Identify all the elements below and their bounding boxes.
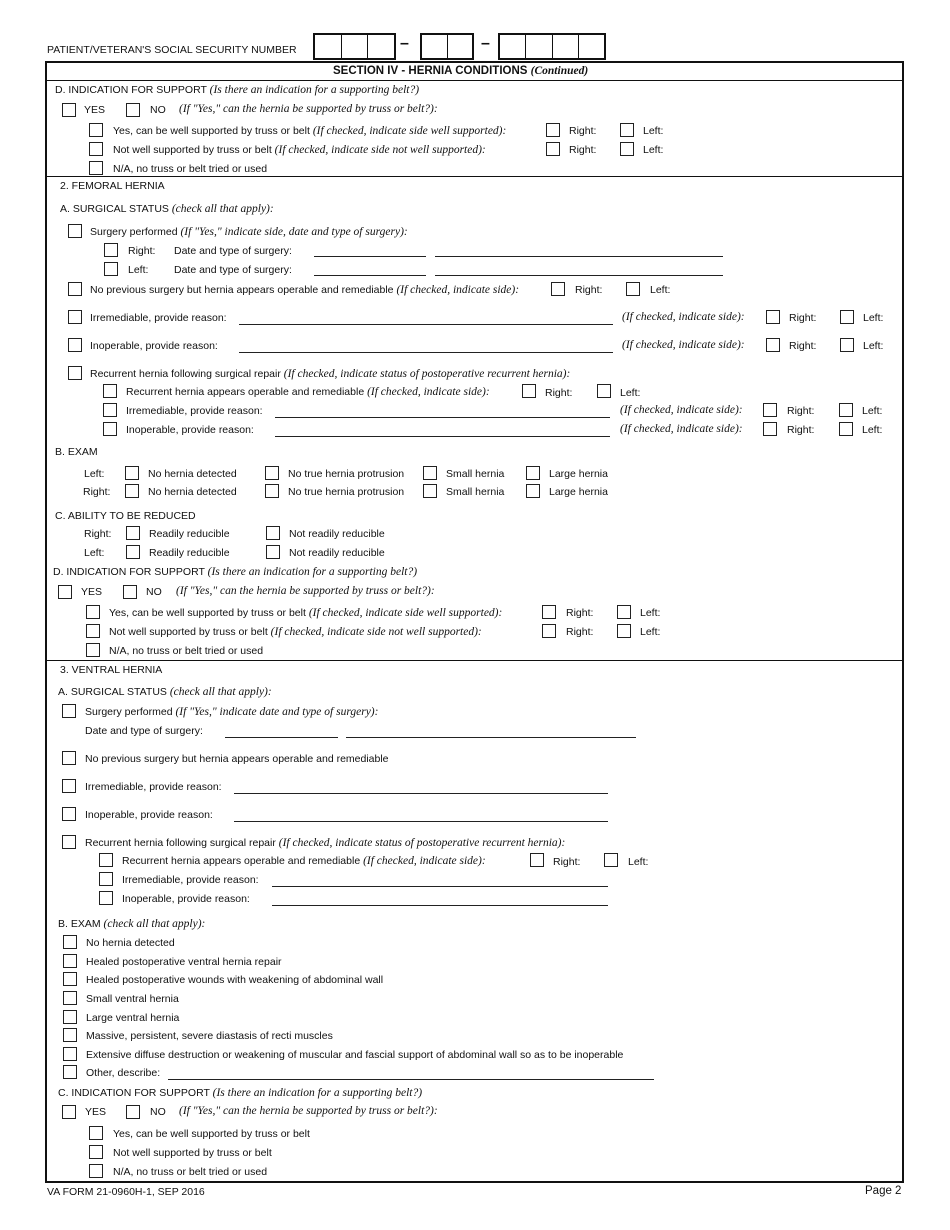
right-label: Right: [569, 144, 597, 156]
truss-question: (If "Yes," can the hernia be supported by truss or belt?): [179, 103, 438, 115]
right-label: Right: [566, 607, 594, 619]
small-hernia-label: Small hernia [446, 468, 505, 480]
femoral-exam-title: B. EXAM [55, 446, 98, 458]
inoperable-checkbox[interactable] [62, 807, 76, 821]
left-checkbox[interactable] [840, 338, 854, 352]
recurrent-inoperable-checkbox[interactable] [99, 891, 113, 905]
irremediable-reason-field[interactable] [234, 793, 608, 794]
ssn-dash: – [481, 35, 490, 52]
left-checkbox[interactable] [617, 605, 631, 619]
right-checkbox[interactable] [766, 310, 780, 324]
right-label: Right: [83, 486, 111, 498]
na-truss-label: N/A, no truss or belt tried or used [113, 163, 268, 175]
ssn-field-1[interactable] [313, 33, 396, 60]
inoperable-checkbox[interactable] [68, 338, 82, 352]
well-supported-label: Yes, can be well supported by truss or belt (If checked, indicate side well supported): [109, 607, 503, 619]
well-supported-checkbox[interactable] [89, 1126, 103, 1140]
left-label: Left: [862, 405, 883, 417]
large-hernia-label: Large hernia [549, 486, 608, 498]
right-label: Right: [789, 312, 817, 324]
left-label: Left: [84, 547, 105, 559]
na-truss-checkbox[interactable] [89, 1164, 103, 1178]
well-supported-label: Yes, can be well supported by truss or belt (If checked, indicate side well supported): [113, 125, 507, 137]
right-checkbox[interactable] [546, 142, 560, 156]
na-truss-checkbox[interactable] [89, 161, 103, 175]
well-supported-checkbox[interactable] [86, 605, 100, 619]
exam-option-checkbox[interactable] [63, 1047, 77, 1061]
exam-other-label: Other, describe: [86, 1067, 161, 1079]
left-checkbox[interactable] [620, 123, 634, 137]
yes-label: YES [84, 104, 106, 116]
right-checkbox[interactable] [522, 384, 536, 398]
no-hernia-label: No hernia detected [148, 486, 237, 498]
not-well-supported-checkbox[interactable] [89, 1145, 103, 1159]
left-label: Left: [128, 264, 149, 276]
right-label: Right: [787, 424, 815, 436]
left-label: Left: [84, 468, 105, 480]
left-checkbox[interactable] [620, 142, 634, 156]
exam-option-checkbox[interactable] [63, 1028, 77, 1042]
no-hernia-checkbox[interactable] [125, 484, 139, 498]
section-title: SECTION IV - HERNIA CONDITIONS (Continued) [333, 65, 589, 77]
not-readily-reducible-checkbox[interactable] [266, 526, 280, 540]
exam-option-label: Small ventral hernia [86, 993, 179, 1005]
recurrent-operable-checkbox[interactable] [103, 384, 117, 398]
indication-title: D. INDICATION FOR SUPPORT (Is there an indication for a supporting belt?) [55, 84, 420, 96]
left-checkbox[interactable] [840, 310, 854, 324]
no-hernia-checkbox[interactable] [125, 466, 139, 480]
date-type-label: Date and type of surgery: [85, 725, 203, 737]
exam-option-checkbox[interactable] [63, 991, 77, 1005]
inoperable-reason-field[interactable] [272, 905, 608, 906]
not-well-supported-checkbox[interactable] [89, 142, 103, 156]
well-supported-checkbox[interactable] [89, 123, 103, 137]
divider [45, 176, 904, 177]
no-label: NO [150, 104, 166, 116]
not-readily-reducible-label: Not readily reducible [289, 547, 385, 559]
small-hernia-checkbox[interactable] [423, 466, 437, 480]
readily-reducible-label: Readily reducible [149, 547, 230, 559]
surgery-type-field[interactable] [435, 275, 723, 276]
recurrent-operable-label: Recurrent hernia appears operable and remediable (If checked, indicate side): [126, 386, 490, 398]
left-label: Left: [628, 856, 649, 868]
indicate-side-note: (If checked, indicate side): [622, 311, 745, 323]
yes-checkbox[interactable] [58, 585, 72, 599]
left-label: Left: [640, 607, 661, 619]
no-checkbox[interactable] [126, 103, 140, 117]
right-checkbox[interactable] [763, 403, 777, 417]
irremediable-reason-field[interactable] [275, 417, 610, 418]
no-previous-surgery-checkbox[interactable] [68, 282, 82, 296]
date-field[interactable] [314, 256, 426, 257]
exam-option-checkbox[interactable] [63, 972, 77, 986]
right-label: Right: [569, 125, 597, 137]
exam-option-checkbox[interactable] [63, 1010, 77, 1024]
exam-other-checkbox[interactable] [63, 1065, 77, 1079]
irremediable-reason-field[interactable] [272, 886, 608, 887]
right-label: Right: [545, 387, 573, 399]
recurrent-operable-checkbox[interactable] [99, 853, 113, 867]
no-checkbox[interactable] [123, 585, 137, 599]
no-previous-surgery-label: No previous surgery but hernia appears operable and remediable (If checked, indicate side): [90, 284, 520, 296]
exam-option-label: Large ventral hernia [86, 1012, 180, 1024]
exam-option-label: Extensive diffuse destruction or weakening of muscular and fascial support of abdominal wall so as to be inoperable [86, 1049, 624, 1061]
left-checkbox[interactable] [617, 624, 631, 638]
yes-checkbox[interactable] [62, 1105, 76, 1119]
page-number: Page 2 [865, 1185, 902, 1197]
not-well-supported-label: Not well supported by truss or belt [113, 1147, 272, 1159]
other-describe-field[interactable] [168, 1079, 654, 1080]
na-truss-label: N/A, no truss or belt tried or used [113, 1166, 268, 1178]
irremediable-reason-field[interactable] [239, 324, 613, 325]
no-true-protrusion-label: No true hernia protrusion [288, 486, 405, 498]
indication-title: D. INDICATION FOR SUPPORT (Is there an indication for a supporting belt?) [53, 566, 418, 578]
left-checkbox[interactable] [604, 853, 618, 867]
divider [45, 80, 904, 81]
indicate-side-note: (If checked, indicate side): [622, 339, 745, 351]
exam-option-checkbox[interactable] [63, 935, 77, 949]
right-checkbox[interactable] [542, 605, 556, 619]
inoperable-label: Inoperable, provide reason: [122, 893, 250, 905]
surgery-performed-label: Surgery performed (If "Yes," indicate side, date and type of surgery): [90, 226, 408, 238]
left-label: Left: [640, 626, 661, 638]
large-hernia-label: Large hernia [549, 468, 608, 480]
exam-option-label: Healed postoperative ventral hernia repair [86, 956, 282, 968]
recurrent-irremediable-checkbox[interactable] [99, 872, 113, 886]
ability-reduced-title: C. ABILITY TO BE REDUCED [55, 510, 196, 522]
right-checkbox[interactable] [530, 853, 544, 867]
truss-question: (If "Yes," can the hernia be supported by truss or belt?): [176, 585, 435, 597]
right-checkbox[interactable] [104, 243, 118, 257]
small-hernia-label: Small hernia [446, 486, 505, 498]
surgery-performed-checkbox[interactable] [62, 704, 76, 718]
ssn-dash: – [400, 35, 409, 52]
right-label: Right: [789, 340, 817, 352]
small-hernia-checkbox[interactable] [423, 484, 437, 498]
na-truss-label: N/A, no truss or belt tried or used [109, 645, 264, 657]
ssn-field-2[interactable] [420, 33, 474, 60]
right-checkbox[interactable] [542, 624, 556, 638]
surgery-performed-label: Surgery performed (If "Yes," indicate date and type of surgery): [85, 706, 379, 718]
right-label: Right: [787, 405, 815, 417]
na-truss-checkbox[interactable] [86, 643, 100, 657]
left-label: Left: [643, 125, 664, 137]
recurrent-inoperable-checkbox[interactable] [103, 422, 117, 436]
large-hernia-checkbox[interactable] [526, 484, 540, 498]
right-label: Right: [575, 284, 603, 296]
date-type-label: Date and type of surgery: [174, 264, 292, 276]
ssn-label: PATIENT/VETERAN'S SOCIAL SECURITY NUMBER [47, 44, 297, 56]
inoperable-label: Inoperable, provide reason: [126, 424, 254, 436]
left-label: Left: [643, 144, 664, 156]
no-label: NO [146, 586, 162, 598]
not-well-supported-label: Not well supported by truss or belt (If checked, indicate side not well supported): [109, 626, 482, 638]
inoperable-label: Inoperable, provide reason: [90, 340, 218, 352]
readily-reducible-label: Readily reducible [149, 528, 230, 540]
irremediable-label: Irremediable, provide reason: [126, 405, 263, 417]
surgery-type-field[interactable] [346, 737, 636, 738]
no-checkbox[interactable] [126, 1105, 140, 1119]
not-readily-reducible-label: Not readily reducible [289, 528, 385, 540]
left-checkbox[interactable] [626, 282, 640, 296]
recurrent-operable-label: Recurrent hernia appears operable and remediable (If checked, indicate side): [122, 855, 486, 867]
left-label: Left: [863, 340, 884, 352]
well-supported-label: Yes, can be well supported by truss or belt [113, 1128, 310, 1140]
left-checkbox[interactable] [839, 422, 853, 436]
irremediable-label: Irremediable, provide reason: [122, 874, 259, 886]
no-previous-surgery-checkbox[interactable] [62, 751, 76, 765]
irremediable-checkbox[interactable] [62, 779, 76, 793]
left-label: Left: [650, 284, 671, 296]
ventral-exam-title: B. EXAM (check all that apply): [58, 918, 206, 930]
recurrent-hernia-label: Recurrent hernia following surgical repair (If checked, indicate status of postoperative recurrent hernia): [85, 837, 566, 849]
femoral-title: 2. FEMORAL HERNIA [60, 180, 165, 192]
ssn-field-3[interactable] [498, 33, 606, 60]
yes-label: YES [85, 1106, 107, 1118]
right-checkbox[interactable] [546, 123, 560, 137]
right-label: Right: [553, 856, 581, 868]
exam-option-checkbox[interactable] [63, 954, 77, 968]
recurrent-hernia-label: Recurrent hernia following surgical repair (If checked, indicate status of postoperative recurrent hernia): [90, 368, 571, 380]
no-true-protrusion-checkbox[interactable] [265, 466, 279, 480]
recurrent-hernia-checkbox[interactable] [68, 366, 82, 380]
inoperable-label: Inoperable, provide reason: [85, 809, 213, 821]
ventral-surgical-status-title: A. SURGICAL STATUS (check all that apply): [58, 686, 272, 698]
irremediable-label: Irremediable, provide reason: [90, 312, 227, 324]
no-true-protrusion-checkbox[interactable] [265, 484, 279, 498]
exam-option-label: Healed postoperative wounds with weakening of abdominal wall [86, 974, 384, 986]
indicate-side-note: (If checked, indicate side): [620, 423, 743, 435]
not-readily-reducible-checkbox[interactable] [266, 545, 280, 559]
recurrent-irremediable-checkbox[interactable] [103, 403, 117, 417]
inoperable-reason-field[interactable] [275, 436, 610, 437]
right-label: Right: [566, 626, 594, 638]
right-checkbox[interactable] [551, 282, 565, 296]
no-hernia-label: No hernia detected [148, 468, 237, 480]
right-checkbox[interactable] [766, 338, 780, 352]
date-field[interactable] [314, 275, 426, 276]
exam-option-label: Massive, persistent, severe diastasis of recti muscles [86, 1030, 333, 1042]
large-hernia-checkbox[interactable] [526, 466, 540, 480]
right-checkbox[interactable] [763, 422, 777, 436]
left-checkbox[interactable] [597, 384, 611, 398]
divider [45, 660, 904, 661]
readily-reducible-checkbox[interactable] [126, 526, 140, 540]
femoral-surgical-status-title: A. SURGICAL STATUS (check all that apply): [60, 203, 274, 215]
right-label: Right: [84, 528, 112, 540]
recurrent-hernia-checkbox[interactable] [62, 835, 76, 849]
inoperable-reason-field[interactable] [239, 352, 613, 353]
surgery-performed-checkbox[interactable] [68, 224, 82, 238]
surgery-type-field[interactable] [435, 256, 723, 257]
not-well-supported-checkbox[interactable] [86, 624, 100, 638]
no-previous-surgery-label: No previous surgery but hernia appears operable and remediable [85, 753, 389, 765]
yes-label: YES [81, 586, 103, 598]
form-number: VA FORM 21-0960H-1, SEP 2016 [47, 1186, 205, 1198]
left-label: Left: [863, 312, 884, 324]
no-label: NO [150, 1106, 166, 1118]
exam-option-label: No hernia detected [86, 937, 175, 949]
yes-checkbox[interactable] [62, 103, 76, 117]
left-label: Left: [620, 387, 641, 399]
date-type-label: Date and type of surgery: [174, 245, 292, 257]
irremediable-label: Irremediable, provide reason: [85, 781, 222, 793]
ventral-indication-title: C. INDICATION FOR SUPPORT (Is there an indication for a supporting belt?) [58, 1087, 423, 1099]
indicate-side-note: (If checked, indicate side): [620, 404, 743, 416]
left-checkbox[interactable] [104, 262, 118, 276]
date-field[interactable] [225, 737, 338, 738]
left-checkbox[interactable] [839, 403, 853, 417]
no-true-protrusion-label: No true hernia protrusion [288, 468, 405, 480]
irremediable-checkbox[interactable] [68, 310, 82, 324]
left-label: Left: [862, 424, 883, 436]
readily-reducible-checkbox[interactable] [126, 545, 140, 559]
inoperable-reason-field[interactable] [234, 821, 608, 822]
ventral-title: 3. VENTRAL HERNIA [60, 664, 163, 676]
right-label: Right: [128, 245, 156, 257]
truss-question: (If "Yes," can the hernia be supported by truss or belt?): [179, 1105, 438, 1117]
not-well-supported-label: Not well supported by truss or belt (If checked, indicate side not well supported): [113, 144, 486, 156]
